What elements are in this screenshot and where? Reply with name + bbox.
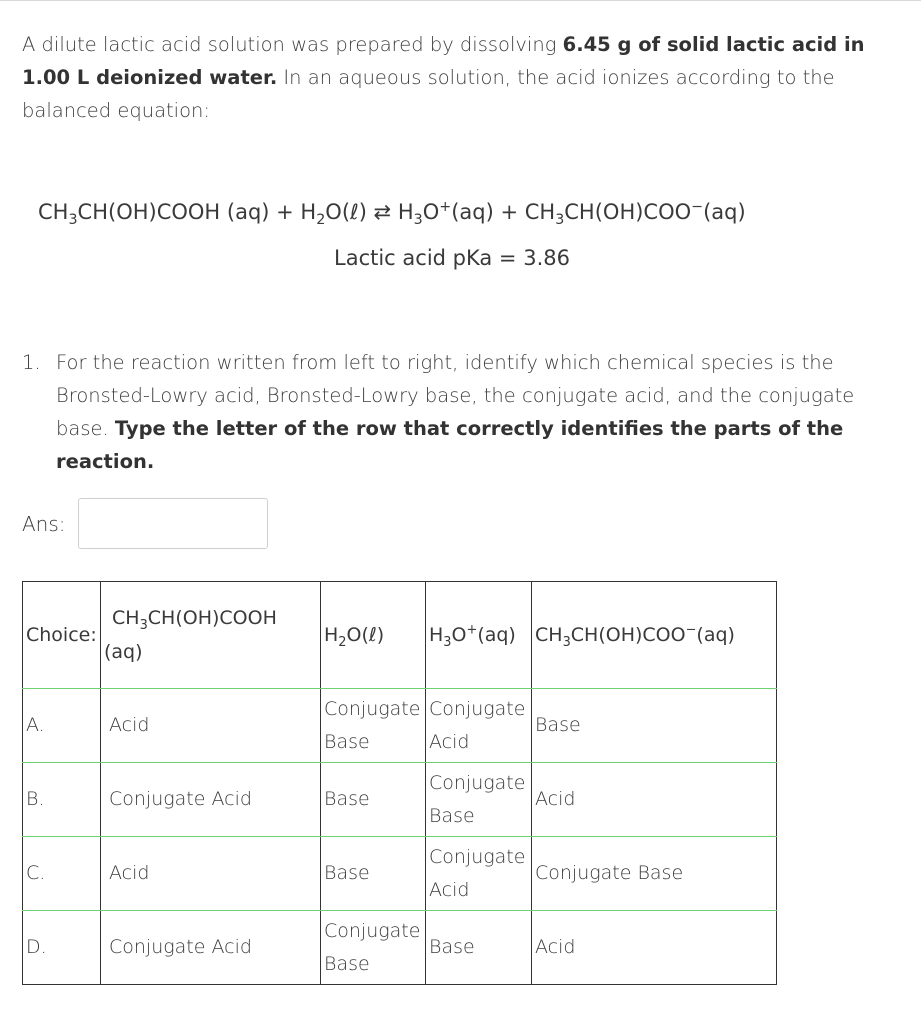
header-lactate: $CH_3CH(OH)COO^-(aq)$ xyxy=(532,582,777,689)
intro-text-end: In an aqueous solution, the acid ionizes according to the balanced equation: xyxy=(22,66,835,122)
table-row-b xyxy=(23,763,777,837)
choices-table xyxy=(22,581,777,985)
cell-lactate: Acid xyxy=(532,763,777,837)
intro-text: A dilute lactic acid solution was prepared by dissolving xyxy=(22,33,563,56)
reaction-equation: $CH_3CH(OH)COOH$ $(aq) + H_2O(\ell)$ ⇄ $H_3O^+(aq) + CH_3CH(OH)COO^-(aq)$ xyxy=(38,199,746,229)
cell-water: Base xyxy=(321,837,426,911)
row-choice: C. xyxy=(23,837,101,911)
table-row-c xyxy=(23,837,777,911)
question-1 xyxy=(22,346,882,478)
table-header-row xyxy=(23,582,777,689)
cell-water: Conjugate Base xyxy=(321,689,426,763)
answer-input[interactable] xyxy=(78,498,268,549)
cell-water: Conjugate Base xyxy=(321,911,426,985)
cell-lactate: Conjugate Base xyxy=(532,837,777,911)
cell-lactic-acid: Conjugate Acid xyxy=(101,911,321,985)
cell-lactic-acid: Acid xyxy=(101,689,321,763)
header-water: $H_2O(\ell)$ xyxy=(321,582,426,689)
row-choice: D. xyxy=(23,911,101,985)
cell-lactate: Base xyxy=(532,689,777,763)
row-choice: A. xyxy=(23,689,101,763)
cell-hydronium: Base xyxy=(426,911,532,985)
header-choice: Choice: xyxy=(23,582,101,689)
table-row-a xyxy=(23,689,777,763)
cell-hydronium: Conjugate Base xyxy=(426,763,532,837)
header-lactic-acid: $CH_3CH(OH)COOH$ (aq) xyxy=(101,582,321,689)
row-choice: B. xyxy=(23,763,101,837)
cell-lactic-acid: Conjugate Acid xyxy=(101,763,321,837)
header-hydronium: $H_3O^+(aq)$ xyxy=(426,582,532,689)
pka-value: Lactic acid pKa = 3.86 xyxy=(334,246,570,270)
cell-lactic-acid: Acid xyxy=(101,837,321,911)
cell-lactate: Acid xyxy=(532,911,777,985)
intro-paragraph xyxy=(22,28,912,127)
intro-bold-text: 6.45 g of solid lactic acid in 1.00 L deionized water. xyxy=(22,33,865,89)
cell-hydronium: Conjugate Acid xyxy=(426,689,532,763)
question-text: For the reaction written from left to right, identify which chemical species is the Bronsted-Lowry acid, Bronsted-Lowry base, the conjugate acid, and the conjugate base. Type the letter of the row that correctly identifies the parts of the reaction. xyxy=(56,351,855,473)
top-divider xyxy=(0,0,921,1)
question-bold-text: Type the letter of the row that correctly identifies the parts of the reaction. xyxy=(56,417,844,473)
question-number: 1. xyxy=(22,351,41,374)
answer-label: Ans: xyxy=(22,512,66,536)
cell-water: Base xyxy=(321,763,426,837)
table-row-d xyxy=(23,911,777,985)
cell-hydronium: Conjugate Acid xyxy=(426,837,532,911)
